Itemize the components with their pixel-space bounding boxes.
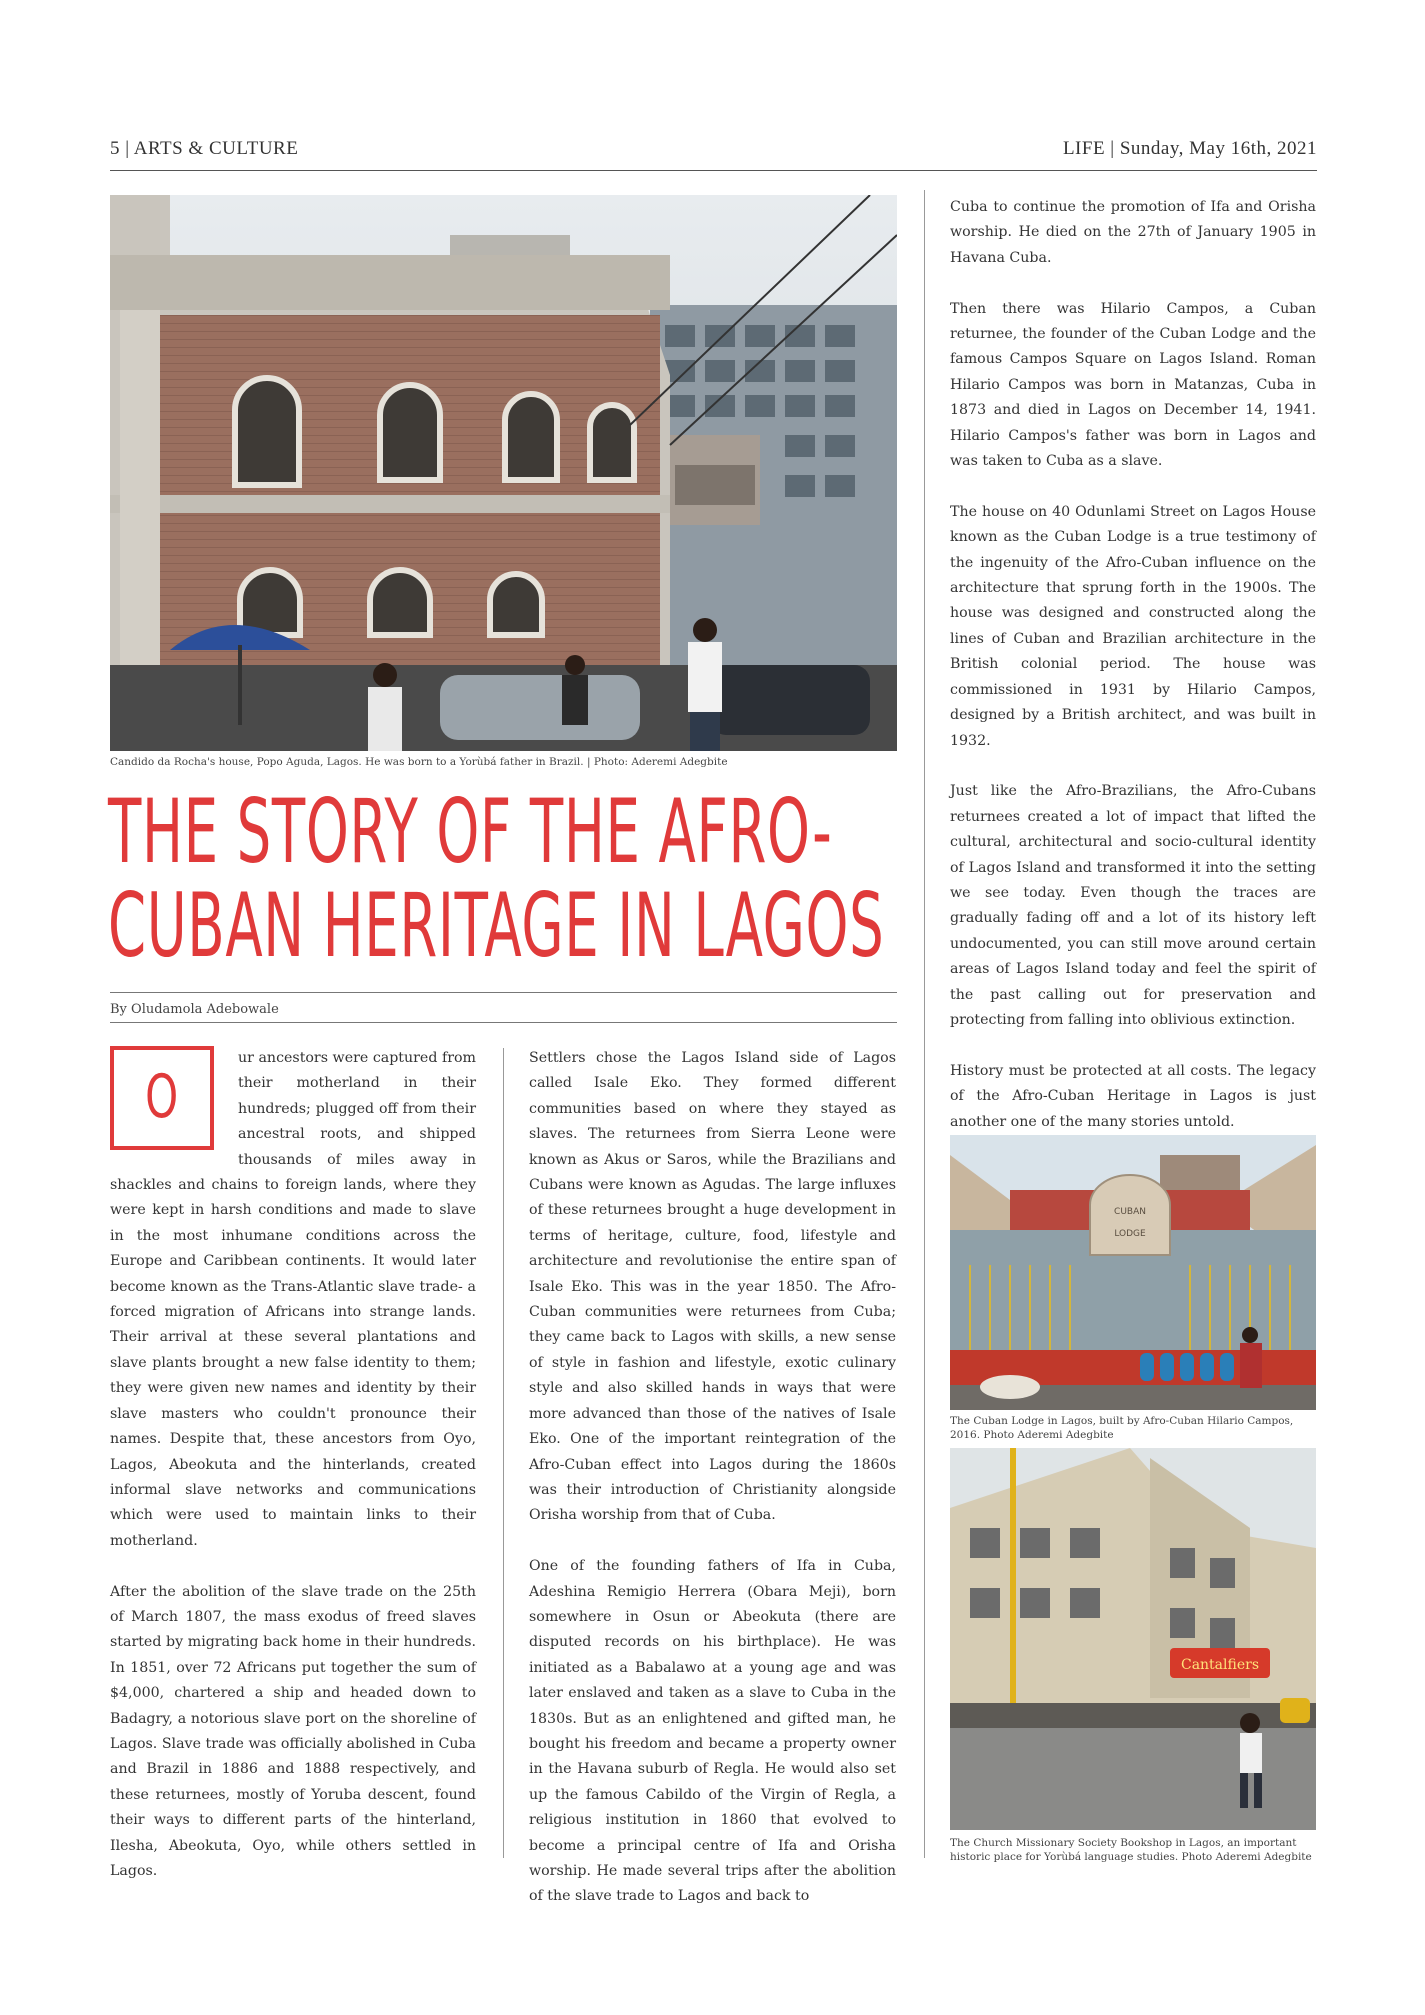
drop-cap: O: [110, 1046, 214, 1150]
article-paragraph: Cuba to continue the promotion of Ifa and Orisha worship. He died on the 27th of January 1905 in Havana Cuba.: [950, 199, 1316, 266]
cms-bookshop-illustration: [950, 1448, 1316, 1830]
article-paragraph: Settlers chose the Lagos Island side of Lagos called Isale Eko. They formed different communities based on where they stayed as slaves. The returnees from Sierra Leone were known as Akus or Saros, while the Brazilians and Cubans were known as Agudas. The large influxes of these returnees brought a huge development in terms of heritage, culture, food, lifestyle and architecture and revolutionise the entire span of Isale Eko. This was in the year 1850. The Afro-Cuban communities were returnees from Cuba; they came back to Lagos with skills, a new sense of style in fashion and lifestyle, exotic culinary style and also skilled hands in ways that were more advanced than those of the natives of Isale Eko. One of the important reintegration of the Afro-Cuban effect into Lagos during the 1860s was their introduction of Christianity alongside Orisha worship from that of Cuba.: [529, 1050, 896, 1524]
publication-date-header: LIFE | Sunday, May 16th, 2021: [1062, 138, 1317, 159]
article-paragraph: O ur ancestors were captured from their motherland in their hundreds; plugged off from their ancestral roots, and shipped thousands of miles away in shackles and chains to foreign lands, where they were kept in harsh conditions and made to slave in the most inhumane conditions across the Europe and Caribbean continents. It would later become known as the Trans-Atlantic slave trade- a forced migration of Africans into strange lands. Their arrival at these several plantations and slave plants brought a new false identity to them; they were given new names and identity by their slave masters who couldn't pronounce their names. Despite that, these ancestors from Oyo, Lagos, Abeokuta and the hinterlands, created informal slave networks and communications which were used to maintain links to their motherland.: [110, 1046, 476, 1554]
article-paragraph: The house on 40 Odunlami Street on Lagos House known as the Cuban Lodge is a true testimony of the ingenuity of the Afro-Cuban influence on the architecture that sprung forth in the 1900s. The house was designed and constructed along the lines of Cuban and Brazilian architecture in the British colonial period. The house was commissioned in 1931 by Hilario Campos, designed by a British architect, and was built in 1932.: [950, 503, 1316, 749]
cms-bookshop-caption: The Church Missionary Society Bookshop in Lagos, an important historic place for Yorùbá language studies. Photo Aderemi Adegbite: [950, 1837, 1312, 1863]
column-divider-middle: [503, 1048, 504, 1858]
byline-rule-bottom: [110, 1022, 897, 1023]
byline-rule-top: [110, 992, 897, 993]
lodge-sign-line-1: CUBAN: [1114, 1207, 1146, 1217]
article-paragraph: Just like the Afro-Brazilians, the Afro-Cubans returnees created a lot of impact that lifted the cultural, architectural and socio-cultural identity of Lagos Island and transformed it into the setting we see today. Even though the traces are gradually fading off and a lot of its history left undocumented, you can still move around certain areas of Lagos Island today and feel the spirit of the past calling out for preservation and protecting from falling into oblivious extinction.: [950, 783, 1316, 1028]
shop-sign: Cantalfiers: [1180, 1657, 1260, 1673]
main-photo-illustration: [110, 195, 897, 751]
article-paragraph: After the abolition of the slave trade on the 25th of March 1807, the mass exodus of freed slaves started by migrating back home in their hundreds. In 1851, over 72 Africans put together the sum of $4,000, chartered a ship and headed down to Badagry, a notorious slave port on the shoreline of Lagos. Slave trade was officially abolished in Cuba and Brazil in 1886 and 1888 respectively, and these returnees, mostly of Yoruba descent, found their ways to different parts of the hinterland, Ilesha, Abeokuta, Oyo, while others settled in Lagos.: [110, 1583, 476, 1879]
byline: By Oludamola Adebowale: [110, 1002, 279, 1017]
headline-line-2: CUBAN HERITAGE IN LAGOS: [108, 874, 885, 977]
cuban-lodge-illustration: [950, 1135, 1316, 1410]
article-paragraph: Then there was Hilario Campos, a Cuban returnee, the founder of the Cuban Lodge and the famous Campos Square on Lagos Island. Roman Hilario Campos was born in Matanzas, Cuba in 1873 and died in Lagos on December 14, 1941. Hilario Campos's father was born in Lagos and was taken to Cuba as a slave.: [950, 300, 1316, 470]
main-photo-caption: Candido da Rocha's house, Popo Aguda, Lagos. He was born to a Yorùbá father in Brazil. | Photo: Aderemi Adegbite: [110, 756, 728, 768]
article-column-1: [110, 1046, 476, 1910]
cuban-lodge-photo: [950, 1135, 1316, 1410]
main-photo: [110, 195, 897, 751]
article-paragraph: History must be protected at all costs. The legacy of the Afro-Cuban Heritage in Lagos is just another one of the many stories untold.: [950, 1062, 1316, 1130]
headline: [108, 780, 885, 977]
article-column-2: [529, 1046, 896, 1935]
article-column-3: [950, 195, 1316, 1160]
headline-line-1: THE STORY OF THE AFRO-: [108, 780, 833, 883]
header-rule: [110, 170, 1317, 171]
page-section-header: 5 | ARTS & CULTURE: [110, 138, 299, 159]
cuban-lodge-caption: The Cuban Lodge in Lagos, built by Afro-Cuban Hilario Campos, 2016. Photo Aderemi Adegbite: [950, 1415, 1294, 1441]
lodge-sign-line-2: LODGE: [1114, 1229, 1146, 1239]
cms-bookshop-photo: [950, 1448, 1316, 1830]
column-divider-right: [924, 190, 925, 1858]
article-paragraph: One of the founding fathers of Ifa in Cuba, Adeshina Remigio Herrera (Obara Meji), born somewhere in Osun or Abeokuta (there are disputed records on his birthplace). He was initiated as a Babalawo at a young age and was later enslaved and taken as a slave to Cuba in the 1830s. But as an enlightened and gifted man, he bought his freedom and became a property owner in the Havana suburb of Regla. He would also set up the famous Cabildo of the Virgin of Regla, a religious institution in 1860 that evolved to become a principal centre of Ifa and Orisha worship. He made several trips after the abolition of the slave trade to Lagos and back to: [529, 1558, 896, 1905]
